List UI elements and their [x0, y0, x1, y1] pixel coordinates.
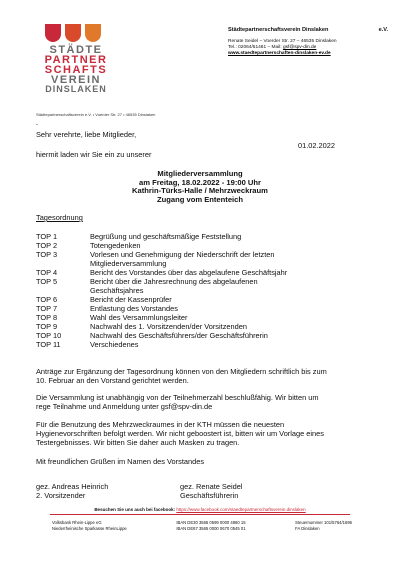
agenda-key: [36, 286, 90, 295]
facebook-note: [0, 507, 400, 512]
paragraph-proposals: [36, 367, 366, 385]
agenda-item: [36, 277, 366, 286]
crest-icon: [65, 24, 81, 42]
paragraph-line: Hygienevorschriften befolgt werden. Wir nicht geboostert ist, bitten wir um Vorlage eines: [36, 429, 324, 438]
phone-label: Tel.: 02064/51481 – Mail:: [228, 44, 283, 50]
agenda-key: TOP 5: [36, 277, 58, 286]
agenda-key: TOP 7: [36, 304, 58, 313]
meeting-title: [100, 170, 300, 204]
agenda-key: TOP 3: [36, 250, 58, 259]
paragraph-line: Für die Benutzung des Mehrzweckraumes in der KTH müssen die neuesten: [36, 420, 285, 429]
logo-text-line: STÄDTE: [49, 44, 103, 56]
crest-icon: [85, 24, 101, 42]
agenda-key: TOP 4: [36, 268, 58, 277]
invitation-line: hiermit laden wir Sie ein zu unserer: [36, 150, 152, 159]
agenda-item: [36, 313, 366, 322]
bank-name: Niederrheinische Sparkasse RheinLippe: [52, 526, 127, 531]
agenda-heading: Tagesordnung: [36, 213, 83, 222]
agenda-item: [36, 331, 366, 340]
tax-number: Steuernummer 101/5764/1696: [295, 520, 352, 525]
agenda-item: [36, 304, 366, 313]
facebook-label: Besuchen Sie uns auch bei facebook:: [94, 507, 177, 512]
logo-text-line: DINSLAKEN: [45, 84, 107, 94]
website-link[interactable]: www.staedtepartnerschaften-dinslaken-ev.de: [228, 50, 331, 56]
agenda-text: Vorlesen und Genehmigung der Niederschrift der letzten: [90, 250, 275, 259]
bank-names: [52, 520, 127, 532]
agenda-text: Nachwahl des Geschäftsführers/der Geschäftsführerin: [90, 331, 268, 340]
agenda-text: Bericht des Vorstandes über das abgelaufene Geschäftsjahr: [90, 268, 288, 277]
agenda-key: TOP 1: [36, 232, 58, 241]
paragraph-hygiene: [36, 420, 366, 447]
agenda-item: [36, 259, 366, 268]
agenda-item: [36, 295, 366, 304]
agenda-key: [36, 259, 90, 268]
tax-office: FA Dinslaken: [295, 526, 320, 531]
crest-icon: [45, 24, 61, 42]
agenda-text: Nachwahl des 1. Vorsitzenden/der Vorsitzenden: [90, 322, 247, 331]
agenda-key: TOP 10: [36, 331, 62, 340]
bank-details: [52, 520, 352, 532]
bank-name: Volksbank Rhein-Lippe eG: [52, 520, 102, 525]
paragraph-line: Anträge zur Ergänzung der Tagesordnung können von den Mitgliedern schriftlich bis zum: [36, 367, 327, 376]
agenda-text: Verschiedenes: [90, 340, 139, 349]
bank-ibans: [176, 520, 245, 532]
signatory-name: gez. Renate Seidel: [180, 482, 243, 491]
agenda-key: TOP 8: [36, 313, 58, 322]
agenda-text: Wahl des Versammlungsleiter: [90, 313, 188, 322]
bank-iban: IBAN DE67 3565 0000 0670 0545 01: [176, 526, 246, 531]
agenda-key: TOP 2: [36, 241, 58, 250]
agenda-item: [36, 250, 366, 259]
meeting-venue-line: Kathrin-Türks-Halle / Mehrzweckraum: [132, 186, 268, 196]
email-link[interactable]: gsf@spv-din.de: [282, 44, 317, 50]
agenda-text: Geschäftsjahres: [90, 286, 144, 295]
meeting-title-line: Mitgliederversammlung: [157, 169, 243, 178]
contact-block: [228, 39, 388, 56]
paragraph-line: Testergebnisses. Wir bitten Sie daher auch Masken zu tragen.: [36, 438, 240, 447]
agenda-item: [36, 268, 366, 277]
agenda-key: TOP 11: [36, 340, 61, 349]
signatory-role: 2. Vorsitzender: [36, 491, 86, 500]
sender-line: Städtepartnerschaftsverein e.V. • Voerder Str. 27 • 46535 Dinslaken: [36, 112, 156, 117]
logo-text-line: SCHAFTS: [44, 64, 108, 76]
crest-row: [45, 24, 117, 42]
paragraph-line: Die Versammlung ist unabhängig von der Teilnehmerzahl beschlußfähig. Wir bitten um: [36, 393, 319, 402]
bank-iban: IBAN DE30 3566 0599 0000 4860 15: [176, 520, 246, 525]
signatory-role: Geschäftsführerin: [180, 491, 239, 500]
agenda-item: [36, 241, 366, 250]
logo-text-line: PARTNER: [44, 54, 108, 66]
org-name-text: Städtepartnerschaftsverein Dinslaken: [228, 27, 329, 33]
marker: -: [36, 122, 38, 128]
signatory-name: gez. Andreas Heinrich: [36, 482, 109, 491]
meeting-date-line: am Freitag, 18.02.2022 - 19:00 Uhr: [139, 177, 261, 187]
agenda-list: [36, 232, 366, 349]
address: Renate Seidel – Voerder Str. 27 – 46535 Dinslaken: [228, 39, 337, 44]
meeting-access-line: Zugang vom Ententeich: [156, 194, 244, 204]
agenda-text: Mitgliederversammlung: [90, 259, 167, 268]
paragraph-line: rege Teilnahme und Anmeldung unter gsf@spv-din.de: [36, 402, 213, 411]
agenda-item: [36, 286, 366, 295]
agenda-text: Bericht der Kassenprüfer: [90, 295, 172, 304]
facebook-link[interactable]: https://www.facebook.com/staedtepartnerschaftsverein.dinslaken: [176, 507, 306, 512]
org-suffix: e.V.: [378, 27, 388, 33]
paragraph-line: 10. Februar an den Vorstand gerichtet werden.: [36, 376, 189, 385]
logo-text-line: VEREIN: [51, 74, 101, 86]
org-logo: [35, 24, 117, 94]
letterhead: [228, 27, 388, 56]
agenda-text: Totengedenken: [90, 241, 141, 250]
letter-date: 01.02.2022: [298, 141, 335, 150]
signature-right: [180, 482, 242, 500]
paragraph-quorum: [36, 393, 366, 411]
agenda-item: [36, 340, 366, 349]
tax-info: [295, 520, 352, 532]
agenda-key: TOP 6: [36, 295, 58, 304]
agenda-text: Bericht über die Jahresrechnung des abgelaufenen: [90, 277, 258, 286]
agenda-key: TOP 9: [36, 322, 58, 331]
signature-left: [36, 482, 108, 500]
agenda-text: Begrüßung und geschäftsmäßige Feststellung: [90, 232, 242, 241]
agenda-text: Entlastung des Vorstandes: [90, 304, 178, 313]
footer-divider: [50, 514, 350, 515]
agenda-item: [36, 322, 366, 331]
agenda-item: [36, 232, 366, 241]
closing: Mit freundlichen Grüßen im Namen des Vorstandes: [36, 457, 205, 466]
org-name: [228, 27, 388, 33]
salutation: Sehr verehrte, liebe Mitglieder,: [36, 130, 137, 139]
